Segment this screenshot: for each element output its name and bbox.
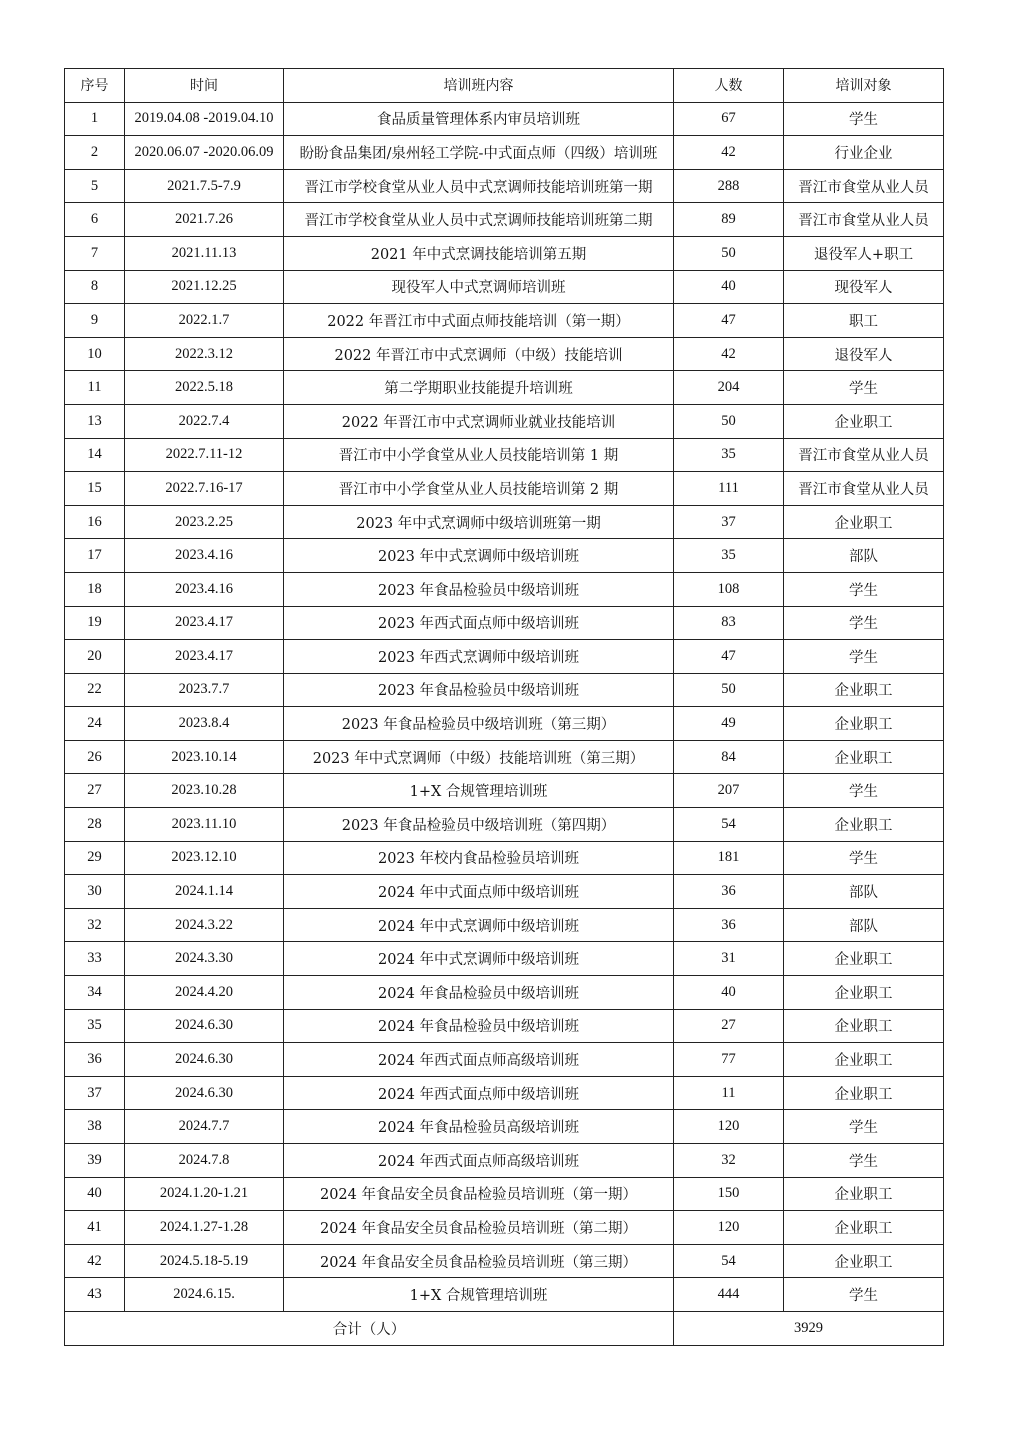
cell-no: 40 [65, 1177, 125, 1211]
header-count: 人数 [674, 69, 784, 103]
cell-time: 2023.4.16 [125, 572, 284, 606]
table-row [65, 707, 944, 741]
cell-content: 2023 年食品检验员中级培训班（第四期） [284, 808, 674, 842]
cell-no: 38 [65, 1110, 125, 1144]
cell-content: 2023 年食品检验员中级培训班（第三期） [284, 707, 674, 741]
cell-content: 2024 年食品安全员食品检验员培训班（第一期） [284, 1177, 674, 1211]
cell-content: 食品质量管理体系内审员培训班 [284, 102, 674, 136]
cell-target: 退役军人+职工 [784, 236, 944, 270]
cell-content: 2022 年晋江市中式烹调师业就业技能培训 [284, 404, 674, 438]
cell-target: 学生 [784, 102, 944, 136]
table-row [65, 1211, 944, 1245]
cell-target: 企业职工 [784, 707, 944, 741]
header-row [65, 69, 944, 103]
cell-no: 7 [65, 236, 125, 270]
table-row [65, 102, 944, 136]
cell-time: 2023.8.4 [125, 707, 284, 741]
table-row [65, 1244, 944, 1278]
table-row [65, 1043, 944, 1077]
cell-target: 企业职工 [784, 505, 944, 539]
cell-content: 2024 年食品检验员中级培训班 [284, 976, 674, 1010]
cell-time: 2023.7.7 [125, 673, 284, 707]
cell-time: 2021.7.26 [125, 203, 284, 237]
cell-no: 37 [65, 1076, 125, 1110]
cell-no: 35 [65, 1009, 125, 1043]
cell-no: 6 [65, 203, 125, 237]
table-row [65, 505, 944, 539]
cell-content: 晋江市学校食堂从业人员中式烹调师技能培训班第一期 [284, 169, 674, 203]
cell-content: 2024 年西式面点师中级培训班 [284, 1076, 674, 1110]
cell-target: 企业职工 [784, 1043, 944, 1077]
cell-count: 444 [674, 1278, 784, 1312]
cell-target: 企业职工 [784, 976, 944, 1010]
cell-no: 13 [65, 404, 125, 438]
cell-target: 学生 [784, 640, 944, 674]
cell-count: 108 [674, 572, 784, 606]
cell-target: 学生 [784, 1144, 944, 1178]
cell-count: 288 [674, 169, 784, 203]
cell-time: 2024.6.15. [125, 1278, 284, 1312]
cell-time: 2024.6.30 [125, 1009, 284, 1043]
cell-target: 职工 [784, 304, 944, 338]
cell-time: 2024.3.22 [125, 908, 284, 942]
cell-content: 2024 年食品检验员中级培训班 [284, 1009, 674, 1043]
table-row [65, 304, 944, 338]
cell-count: 50 [674, 404, 784, 438]
cell-time: 2024.7.8 [125, 1144, 284, 1178]
cell-count: 67 [674, 102, 784, 136]
cell-target: 行业企业 [784, 136, 944, 170]
table-row [65, 774, 944, 808]
total-value: 3929 [674, 1311, 944, 1345]
cell-target: 部队 [784, 539, 944, 573]
cell-target: 晋江市食堂从业人员 [784, 169, 944, 203]
cell-count: 50 [674, 673, 784, 707]
cell-content: 2024 年食品安全员食品检验员培训班（第二期） [284, 1211, 674, 1245]
table-row [65, 404, 944, 438]
cell-target: 学生 [784, 371, 944, 405]
table-row [65, 337, 944, 371]
cell-content: 2024 年食品安全员食品检验员培训班（第三期） [284, 1244, 674, 1278]
cell-no: 2 [65, 136, 125, 170]
cell-count: 89 [674, 203, 784, 237]
cell-count: 120 [674, 1110, 784, 1144]
cell-time: 2024.4.20 [125, 976, 284, 1010]
cell-count: 40 [674, 270, 784, 304]
table-row [65, 1144, 944, 1178]
cell-count: 207 [674, 774, 784, 808]
cell-target: 学生 [784, 1110, 944, 1144]
cell-no: 16 [65, 505, 125, 539]
cell-count: 181 [674, 841, 784, 875]
training-table [64, 68, 944, 1346]
cell-time: 2022.7.11-12 [125, 438, 284, 472]
cell-content: 2021 年中式烹调技能培训第五期 [284, 236, 674, 270]
table-row [65, 640, 944, 674]
cell-content: 第二学期职业技能提升培训班 [284, 371, 674, 405]
cell-time: 2022.5.18 [125, 371, 284, 405]
cell-target: 学生 [784, 841, 944, 875]
cell-content: 2023 年中式烹调师中级培训班 [284, 539, 674, 573]
header-no: 序号 [65, 69, 125, 103]
cell-time: 2020.06.07 -2020.06.09 [125, 136, 284, 170]
cell-content: 2024 年食品检验员高级培训班 [284, 1110, 674, 1144]
cell-count: 36 [674, 875, 784, 909]
cell-no: 14 [65, 438, 125, 472]
table-row [65, 1009, 944, 1043]
cell-time: 2022.7.16-17 [125, 472, 284, 506]
cell-no: 17 [65, 539, 125, 573]
cell-content: 2023 年中式烹调师中级培训班第一期 [284, 505, 674, 539]
table-row [65, 875, 944, 909]
cell-time: 2021.12.25 [125, 270, 284, 304]
cell-no: 43 [65, 1278, 125, 1312]
cell-no: 24 [65, 707, 125, 741]
cell-target: 学生 [784, 606, 944, 640]
table-row [65, 1076, 944, 1110]
cell-no: 10 [65, 337, 125, 371]
cell-content: 2024 年中式烹调师中级培训班 [284, 942, 674, 976]
cell-no: 39 [65, 1144, 125, 1178]
cell-target: 部队 [784, 875, 944, 909]
cell-count: 83 [674, 606, 784, 640]
cell-content: 2023 年食品检验员中级培训班 [284, 572, 674, 606]
cell-time: 2023.10.14 [125, 740, 284, 774]
total-row [65, 1311, 944, 1345]
cell-content: 2022 年晋江市中式烹调师（中级）技能培训 [284, 337, 674, 371]
cell-time: 2023.2.25 [125, 505, 284, 539]
cell-time: 2024.5.18-5.19 [125, 1244, 284, 1278]
table-row [65, 976, 944, 1010]
cell-time: 2023.11.10 [125, 808, 284, 842]
table-row [65, 438, 944, 472]
cell-time: 2022.7.4 [125, 404, 284, 438]
cell-no: 32 [65, 908, 125, 942]
table-row [65, 841, 944, 875]
cell-no: 29 [65, 841, 125, 875]
cell-count: 35 [674, 539, 784, 573]
cell-target: 学生 [784, 572, 944, 606]
cell-content: 2023 年校内食品检验员培训班 [284, 841, 674, 875]
cell-content: 晋江市中小学食堂从业人员技能培训第 1 期 [284, 438, 674, 472]
header-target: 培训对象 [784, 69, 944, 103]
table-row [65, 270, 944, 304]
cell-no: 18 [65, 572, 125, 606]
cell-no: 20 [65, 640, 125, 674]
cell-time: 2019.04.08 -2019.04.10 [125, 102, 284, 136]
cell-count: 204 [674, 371, 784, 405]
cell-count: 27 [674, 1009, 784, 1043]
cell-no: 8 [65, 270, 125, 304]
cell-content: 现役军人中式烹调师培训班 [284, 270, 674, 304]
cell-time: 2021.11.13 [125, 236, 284, 270]
cell-no: 33 [65, 942, 125, 976]
cell-no: 15 [65, 472, 125, 506]
cell-target: 晋江市食堂从业人员 [784, 203, 944, 237]
cell-no: 41 [65, 1211, 125, 1245]
cell-count: 77 [674, 1043, 784, 1077]
cell-target: 企业职工 [784, 1076, 944, 1110]
cell-time: 2024.1.14 [125, 875, 284, 909]
cell-time: 2023.4.16 [125, 539, 284, 573]
cell-count: 50 [674, 236, 784, 270]
table-row [65, 539, 944, 573]
cell-time: 2023.4.17 [125, 606, 284, 640]
cell-content: 1+X 合规管理培训班 [284, 1278, 674, 1312]
table-row [65, 203, 944, 237]
cell-time: 2024.6.30 [125, 1043, 284, 1077]
cell-content: 2022 年晋江市中式面点师技能培训（第一期） [284, 304, 674, 338]
table-row [65, 606, 944, 640]
cell-content: 2024 年西式面点师高级培训班 [284, 1144, 674, 1178]
cell-time: 2024.6.30 [125, 1076, 284, 1110]
cell-count: 54 [674, 1244, 784, 1278]
table-row [65, 1110, 944, 1144]
cell-target: 企业职工 [784, 942, 944, 976]
cell-time: 2024.1.20-1.21 [125, 1177, 284, 1211]
table-row [65, 169, 944, 203]
cell-target: 企业职工 [784, 1177, 944, 1211]
cell-content: 2023 年西式烹调师中级培训班 [284, 640, 674, 674]
cell-count: 32 [674, 1144, 784, 1178]
cell-time: 2023.4.17 [125, 640, 284, 674]
cell-count: 49 [674, 707, 784, 741]
cell-count: 31 [674, 942, 784, 976]
table-row [65, 908, 944, 942]
cell-time: 2021.7.5-7.9 [125, 169, 284, 203]
cell-target: 企业职工 [784, 808, 944, 842]
cell-no: 26 [65, 740, 125, 774]
cell-target: 学生 [784, 1278, 944, 1312]
cell-time: 2024.7.7 [125, 1110, 284, 1144]
cell-content: 2024 年中式烹调师中级培训班 [284, 908, 674, 942]
cell-content: 晋江市学校食堂从业人员中式烹调师技能培训班第二期 [284, 203, 674, 237]
table-row [65, 808, 944, 842]
table-row [65, 371, 944, 405]
cell-target: 学生 [784, 774, 944, 808]
cell-content: 2023 年中式烹调师（中级）技能培训班（第三期） [284, 740, 674, 774]
cell-time: 2024.3.30 [125, 942, 284, 976]
table-row [65, 572, 944, 606]
cell-time: 2022.3.12 [125, 337, 284, 371]
cell-target: 晋江市食堂从业人员 [784, 438, 944, 472]
cell-content: 晋江市中小学食堂从业人员技能培训第 2 期 [284, 472, 674, 506]
cell-target: 晋江市食堂从业人员 [784, 472, 944, 506]
cell-content: 1+X 合规管理培训班 [284, 774, 674, 808]
cell-content: 2024 年中式面点师中级培训班 [284, 875, 674, 909]
cell-no: 28 [65, 808, 125, 842]
cell-count: 54 [674, 808, 784, 842]
cell-count: 111 [674, 472, 784, 506]
cell-no: 22 [65, 673, 125, 707]
cell-content: 2023 年西式面点师中级培训班 [284, 606, 674, 640]
cell-target: 企业职工 [784, 1009, 944, 1043]
cell-count: 35 [674, 438, 784, 472]
cell-time: 2023.12.10 [125, 841, 284, 875]
total-label: 合计（人） [65, 1311, 674, 1345]
cell-target: 部队 [784, 908, 944, 942]
cell-target: 企业职工 [784, 404, 944, 438]
cell-target: 企业职工 [784, 673, 944, 707]
cell-no: 30 [65, 875, 125, 909]
table-row [65, 236, 944, 270]
cell-content: 2023 年食品检验员中级培训班 [284, 673, 674, 707]
cell-time: 2023.10.28 [125, 774, 284, 808]
cell-time: 2022.1.7 [125, 304, 284, 338]
cell-target: 企业职工 [784, 1244, 944, 1278]
cell-count: 47 [674, 640, 784, 674]
cell-target: 退役军人 [784, 337, 944, 371]
cell-content: 盼盼食品集团/泉州轻工学院-中式面点师（四级）培训班 [284, 136, 674, 170]
cell-no: 19 [65, 606, 125, 640]
cell-count: 47 [674, 304, 784, 338]
cell-target: 现役军人 [784, 270, 944, 304]
cell-count: 40 [674, 976, 784, 1010]
cell-no: 27 [65, 774, 125, 808]
table-row [65, 1177, 944, 1211]
cell-count: 37 [674, 505, 784, 539]
cell-count: 36 [674, 908, 784, 942]
cell-count: 84 [674, 740, 784, 774]
cell-no: 5 [65, 169, 125, 203]
cell-no: 9 [65, 304, 125, 338]
cell-no: 1 [65, 102, 125, 136]
cell-no: 42 [65, 1244, 125, 1278]
cell-time: 2024.1.27-1.28 [125, 1211, 284, 1245]
table-row [65, 472, 944, 506]
cell-count: 120 [674, 1211, 784, 1245]
table-row [65, 673, 944, 707]
cell-count: 42 [674, 136, 784, 170]
cell-no: 36 [65, 1043, 125, 1077]
table-row [65, 1278, 944, 1312]
cell-target: 企业职工 [784, 1211, 944, 1245]
cell-content: 2024 年西式面点师高级培训班 [284, 1043, 674, 1077]
cell-count: 42 [674, 337, 784, 371]
cell-count: 150 [674, 1177, 784, 1211]
header-time: 时间 [125, 69, 284, 103]
cell-target: 企业职工 [784, 740, 944, 774]
table-row [65, 136, 944, 170]
cell-no: 11 [65, 371, 125, 405]
cell-no: 34 [65, 976, 125, 1010]
cell-count: 11 [674, 1076, 784, 1110]
table-row [65, 740, 944, 774]
table-row [65, 942, 944, 976]
header-content: 培训班内容 [284, 69, 674, 103]
